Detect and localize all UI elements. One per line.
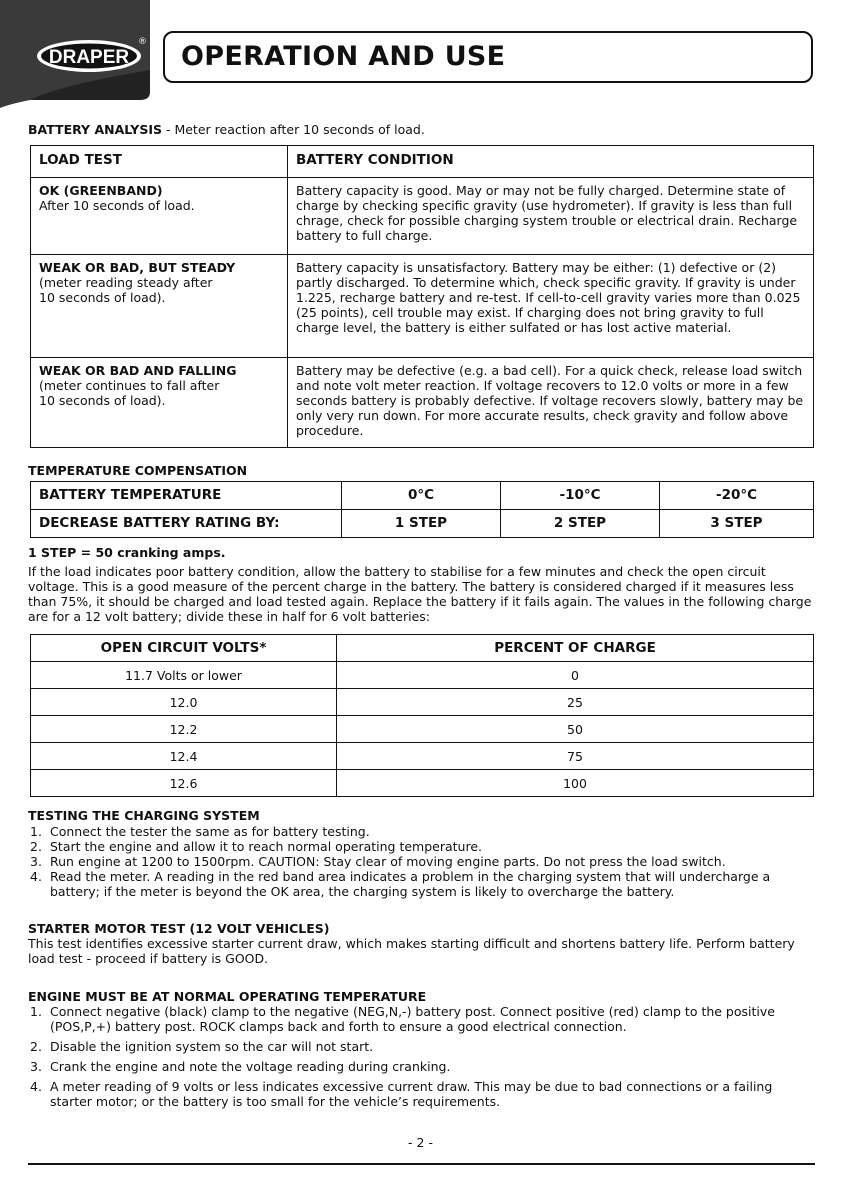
ocv-volts: 12.0	[31, 689, 337, 716]
load-test-cell	[31, 358, 288, 448]
step-text: A meter reading of 9 volts or less indicates excessive current draw. This may be due to bad connections or a failing starter motor; or the battery is too small for the vehicle’s requirements.	[50, 1079, 773, 1109]
ocv-intro-paragraph: If the load indicates poor battery condition, allow the battery to stabilise for a few minutes and check the open circuit voltage. This is a good measure of the percent charge in the battery. The battery is considered charged if it measures less than 75%, it should be charged and load tested again. Replace the battery if it fails again. The values in the following charge are for a 12 volt battery; divide these in half for 6 volt batteries:	[28, 564, 812, 624]
decrease-label: DECREASE BATTERY RATING BY:	[31, 510, 342, 538]
battery-analysis-heading-line	[28, 122, 425, 137]
ocv-percent: 50	[337, 716, 814, 743]
col-header-load-test: LOAD TEST	[31, 146, 288, 178]
ocv-volts: 12.2	[31, 716, 337, 743]
ocv-percent: 25	[337, 689, 814, 716]
temperature-heading: TEMPERATURE COMPENSATION	[28, 463, 248, 478]
list-item: 4. A meter reading of 9 volts or less indicates excessive current draw. This may be due to bad connections or a failing starter motor; or the battery is too small for the vehicle’s requirements.	[30, 1079, 805, 1109]
battery-condition-cell: Battery capacity is good. May or may not be fully charged. Determine state of charge by checking specific gravity (use hydrometer). If gravity is less than full chrage, check for possible charging system trouble or electrical drain. Recharge battery to full charge.	[288, 178, 814, 255]
table-row	[31, 510, 814, 538]
load-test-note: (meter continues to fall after 10 seconds of load).	[39, 378, 220, 408]
list-item: 1. Connect negative (black) clamp to the negative (NEG,N,-) battery post. Connect positive (red) clamp to the positive (POS,P,+) battery post. ROCK clamps back and forth to ensure a good electrical connection.	[30, 1004, 805, 1034]
charging-heading: TESTING THE CHARGING SYSTEM	[28, 808, 260, 823]
footer-divider	[28, 1163, 815, 1165]
load-test-note: After 10 seconds of load.	[39, 198, 195, 213]
col-header-battery-condition: BATTERY CONDITION	[288, 146, 814, 178]
battery-analysis-subtitle: - Meter reaction after 10 seconds of load.	[162, 122, 425, 137]
battery-analysis-heading: BATTERY ANALYSIS	[28, 122, 162, 137]
step-note: 1 STEP = 50 cranking amps.	[28, 545, 226, 560]
engine-heading: ENGINE MUST BE AT NORMAL OPERATING TEMPERATURE	[28, 989, 427, 1004]
step-text: Disable the ignition system so the car will not start.	[50, 1039, 374, 1054]
temperature-label: BATTERY TEMPERATURE	[31, 482, 342, 510]
step-text: Run engine at 1200 to 1500rpm. CAUTION: Stay clear of moving engine parts. Do not press the load switch.	[50, 854, 726, 869]
battery-condition-cell: Battery may be defective (e.g. a bad cell). For a quick check, release load switch and note volt meter reaction. If voltage recovers to 12.0 volts or more in a few seconds battery is probably defective. If voltage recovers slowly, battery may be only very run down. For more accurate results, check gravity and follow above procedure.	[288, 358, 814, 448]
temperature-value: -20°C	[660, 482, 814, 510]
table-row	[31, 255, 814, 358]
step-text: Crank the engine and note the voltage reading during cranking.	[50, 1059, 451, 1074]
list-item: 3. Run engine at 1200 to 1500rpm. CAUTION: Stay clear of moving engine parts. Do not press the load switch.	[30, 854, 726, 869]
step-text: Read the meter. A reading in the red band area indicates a problem in the charging system that will undercharge a battery; if the meter is beyond the OK area, the charging system is likely to overcharge the battery.	[50, 869, 771, 899]
page-number: - 2 -	[408, 1135, 433, 1150]
load-test-cell	[31, 178, 288, 255]
step-text: Start the engine and allow it to reach normal operating temperature.	[50, 839, 482, 854]
ocv-volts: 12.6	[31, 770, 337, 797]
decrease-value: 3 STEP	[660, 510, 814, 538]
table-row	[31, 482, 814, 510]
ocv-table	[30, 634, 814, 797]
battery-condition-cell: Battery capacity is unsatisfactory. Battery may be either: (1) defective or (2) partly discharged. To determine which, check specific gravity. If gravity is under 1.225, recharge battery and re-test. If cell-to-cell gravity varies more than 0.025 (25 points), cell trouble may exist. If charging does not bring gravity to full charge level, the battery is either sulfated or has lost active material.	[288, 255, 814, 358]
svg-text:DRAPER: DRAPER	[48, 47, 130, 68]
table-header-row	[31, 635, 814, 662]
temperature-value: 0°C	[342, 482, 501, 510]
temperature-value: -10°C	[501, 482, 660, 510]
load-test-title: WEAK OR BAD, BUT STEADY	[39, 260, 236, 275]
engine-steps	[30, 1004, 805, 1109]
table-row	[31, 662, 814, 689]
load-test-cell	[31, 255, 288, 358]
battery-analysis-table	[30, 145, 814, 448]
list-item: 2. Disable the ignition system so the car will not start.	[30, 1039, 374, 1054]
table-row	[31, 716, 814, 743]
table-header-row	[31, 146, 814, 178]
ocv-volts: 11.7 Volts or lower	[31, 662, 337, 689]
decrease-value: 2 STEP	[501, 510, 660, 538]
temperature-table	[30, 481, 814, 538]
table-row	[31, 358, 814, 448]
page-title-box	[163, 31, 813, 83]
load-test-note: (meter reading steady after 10 seconds of load).	[39, 275, 213, 305]
list-item: 3. Crank the engine and note the voltage reading during cranking.	[30, 1059, 451, 1074]
svg-text:®: ®	[138, 37, 147, 47]
ocv-percent: 75	[337, 743, 814, 770]
decrease-value: 1 STEP	[342, 510, 501, 538]
ocv-volts: 12.4	[31, 743, 337, 770]
list-item: 1. Connect the tester the same as for battery testing.	[30, 824, 370, 839]
col-header-ocv: OPEN CIRCUIT VOLTS*	[31, 635, 337, 662]
charging-steps	[30, 824, 810, 899]
step-text: Connect the tester the same as for battery testing.	[50, 824, 370, 839]
load-test-title: WEAK OR BAD AND FALLING	[39, 363, 237, 378]
step-text: Connect negative (black) clamp to the negative (NEG,N,-) battery post. Connect positive (red) clamp to the positive (POS,P,+) battery post. ROCK clamps back and forth to ensure a good electrical connection.	[50, 1004, 775, 1034]
table-row	[31, 689, 814, 716]
col-header-percent: PERCENT OF CHARGE	[337, 635, 814, 662]
list-item: 2. Start the engine and allow it to reach normal operating temperature.	[30, 839, 482, 854]
table-row	[31, 770, 814, 797]
ocv-percent: 0	[337, 662, 814, 689]
starter-paragraph: This test identifies excessive starter current draw, which makes starting difficult and shortens battery life. Perform battery load test - proceed if battery is GOOD.	[28, 936, 795, 966]
page-title: OPERATION AND USE	[181, 41, 506, 72]
brand-logo-tab	[0, 0, 150, 108]
table-row	[31, 743, 814, 770]
ocv-percent: 100	[337, 770, 814, 797]
table-row	[31, 178, 814, 255]
load-test-title: OK (GREENBAND)	[39, 183, 163, 198]
list-item: 4. Read the meter. A reading in the red band area indicates a problem in the charging system that will undercharge a battery; if the meter is beyond the OK area, the charging system is likely to overcharge the battery.	[30, 869, 810, 899]
starter-heading: STARTER MOTOR TEST (12 VOLT VEHICLES)	[28, 921, 330, 936]
